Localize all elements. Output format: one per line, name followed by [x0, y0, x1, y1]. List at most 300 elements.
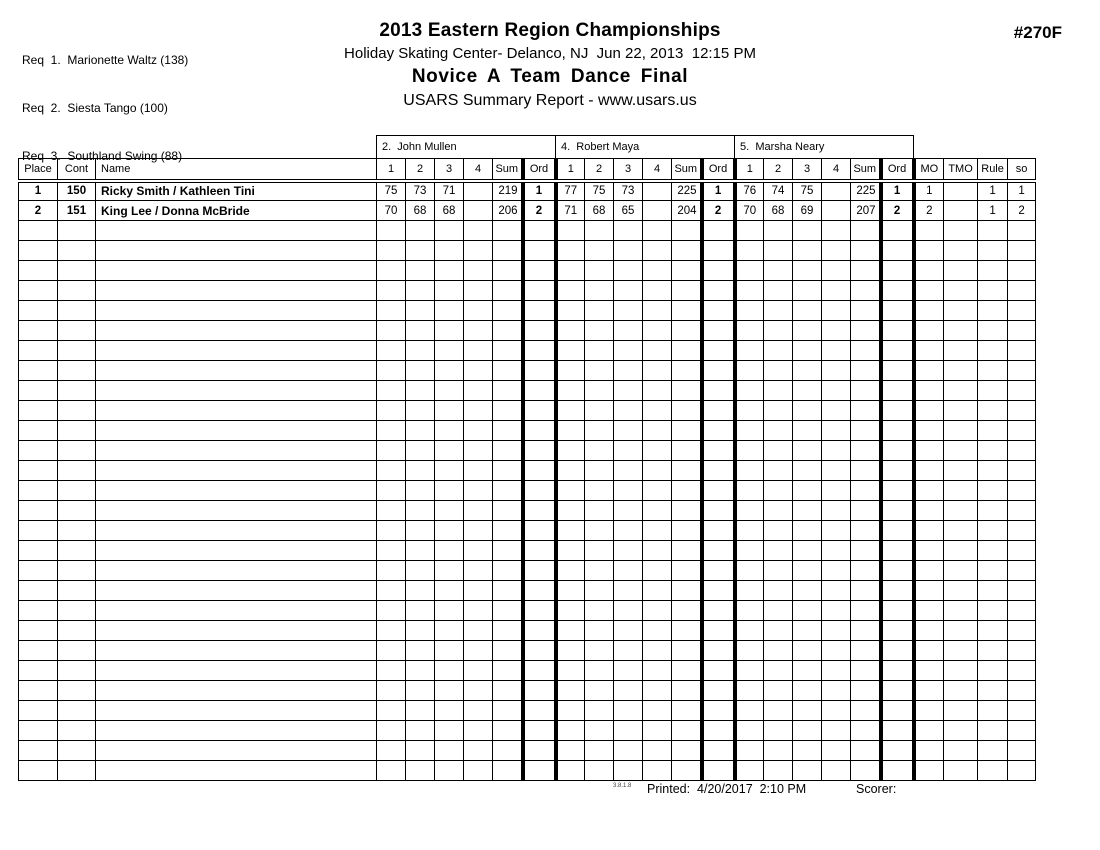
sum-cell	[851, 581, 881, 601]
mo-cell: 2	[914, 201, 944, 221]
ord-cell: 2	[881, 201, 914, 221]
score-cell	[764, 301, 793, 321]
name-cell	[96, 301, 377, 321]
tmo-cell	[944, 341, 978, 361]
sum-cell	[493, 441, 523, 461]
score-cell	[735, 401, 764, 421]
score-cell	[435, 461, 464, 481]
name-cell	[96, 381, 377, 401]
score-cell	[556, 541, 585, 561]
mo-cell	[914, 601, 944, 621]
name-cell	[96, 681, 377, 701]
so-cell	[1008, 301, 1036, 321]
cont-cell	[58, 281, 96, 301]
score-cell	[614, 321, 643, 341]
score-cell	[614, 501, 643, 521]
place-cell	[19, 661, 58, 681]
ord-cell	[523, 581, 556, 601]
ord-cell	[702, 681, 735, 701]
empty-row	[19, 421, 1036, 441]
ord-cell	[523, 321, 556, 341]
score-cell	[764, 401, 793, 421]
mo-cell	[914, 561, 944, 581]
score-cell: 69	[793, 201, 822, 221]
score-cell	[822, 441, 851, 461]
rule-cell	[978, 221, 1008, 241]
score-cell	[464, 301, 493, 321]
ord-cell	[881, 561, 914, 581]
ord-cell	[523, 721, 556, 741]
requirement-line-2: Req 2. Siesta Tango (100)	[22, 101, 168, 115]
ord-cell	[702, 341, 735, 361]
ord-cell	[702, 481, 735, 501]
score-cell	[556, 661, 585, 681]
sum-cell	[672, 481, 702, 501]
ord-cell	[523, 381, 556, 401]
score-cell	[643, 501, 672, 521]
sum-cell	[672, 441, 702, 461]
mo-cell	[914, 421, 944, 441]
empty-row	[19, 741, 1036, 761]
mo-cell	[914, 541, 944, 561]
ord-cell	[523, 401, 556, 421]
so-cell	[1008, 681, 1036, 701]
mo-cell	[914, 301, 944, 321]
score-cell	[764, 241, 793, 261]
score-cell	[643, 741, 672, 761]
empty-row	[19, 461, 1036, 481]
score-cell: 68	[406, 201, 435, 221]
so-cell: 2	[1008, 201, 1036, 221]
score-cell	[556, 481, 585, 501]
place-cell	[19, 241, 58, 261]
mo-cell	[914, 681, 944, 701]
score-cell	[735, 681, 764, 701]
ord-cell	[523, 761, 556, 781]
cont-cell	[58, 741, 96, 761]
requirement-line-3: Req 3. Southland Swing (88)	[22, 149, 183, 163]
score-cell	[464, 501, 493, 521]
score-cell	[435, 621, 464, 641]
place-cell	[19, 401, 58, 421]
cont-cell	[58, 721, 96, 741]
score-cell	[735, 301, 764, 321]
tmo-cell	[944, 181, 978, 201]
ord-cell	[523, 641, 556, 661]
cont-cell	[58, 621, 96, 641]
place-cell	[19, 521, 58, 541]
score-cell	[435, 661, 464, 681]
score-cell	[435, 721, 464, 741]
tmo-cell	[944, 401, 978, 421]
tmo-cell	[944, 721, 978, 741]
score-cell	[735, 241, 764, 261]
so-cell	[1008, 461, 1036, 481]
so-cell	[1008, 261, 1036, 281]
rule-cell	[978, 741, 1008, 761]
ord-cell	[702, 721, 735, 741]
score-cell	[406, 421, 435, 441]
ord-cell	[523, 601, 556, 621]
score-cell	[764, 261, 793, 281]
score-cell	[556, 581, 585, 601]
score-cell	[764, 661, 793, 681]
column-header-row	[19, 159, 1036, 181]
score-cell	[556, 261, 585, 281]
score-cell	[643, 461, 672, 481]
mo-cell	[914, 581, 944, 601]
tmo-cell	[944, 201, 978, 221]
score-cell	[406, 581, 435, 601]
ord-cell	[702, 301, 735, 321]
score-cell	[406, 501, 435, 521]
score-cell	[735, 501, 764, 521]
so-cell	[1008, 361, 1036, 381]
score-cell	[614, 441, 643, 461]
score-cell	[643, 221, 672, 241]
score-cell	[614, 261, 643, 281]
score-cell	[464, 641, 493, 661]
tmo-cell	[944, 621, 978, 641]
cont-cell	[58, 581, 96, 601]
sum-cell: 206	[493, 201, 523, 221]
score-cell	[406, 641, 435, 661]
score-cell	[556, 621, 585, 641]
so-cell	[1008, 721, 1036, 741]
score-cell	[556, 381, 585, 401]
so-cell	[1008, 401, 1036, 421]
score-cell	[793, 601, 822, 621]
rule-cell	[978, 641, 1008, 661]
score-cell	[793, 281, 822, 301]
col-header-mo: MO	[914, 159, 944, 181]
ord-cell	[523, 481, 556, 501]
name-cell	[96, 661, 377, 681]
name-cell	[96, 641, 377, 661]
score-cell	[793, 421, 822, 441]
rule-cell	[978, 301, 1008, 321]
score-cell: 70	[735, 201, 764, 221]
place-cell	[19, 601, 58, 621]
name-cell	[96, 421, 377, 441]
score-cell	[406, 681, 435, 701]
sum-cell	[672, 581, 702, 601]
cont-cell	[58, 301, 96, 321]
sum-cell	[851, 601, 881, 621]
score-cell	[406, 481, 435, 501]
ord-cell	[523, 221, 556, 241]
score-cell	[764, 441, 793, 461]
empty-row	[19, 541, 1036, 561]
score-cell	[585, 501, 614, 521]
so-cell	[1008, 321, 1036, 341]
ord-cell: 1	[881, 181, 914, 201]
score-cell	[822, 741, 851, 761]
score-cell	[822, 661, 851, 681]
printed-label: Printed:	[647, 782, 691, 796]
score-cell	[643, 761, 672, 781]
score-cell	[377, 721, 406, 741]
score-cell	[643, 561, 672, 581]
so-cell	[1008, 661, 1036, 681]
score-cell	[585, 281, 614, 301]
score-cell	[643, 581, 672, 601]
score-cell	[585, 401, 614, 421]
score-cell	[585, 761, 614, 781]
sum-cell	[851, 681, 881, 701]
empty-row	[19, 761, 1036, 781]
score-cell	[793, 261, 822, 281]
printed-timestamp	[647, 782, 806, 796]
ord-cell	[523, 681, 556, 701]
ord-cell	[702, 321, 735, 341]
score-cell	[406, 281, 435, 301]
score-cell	[377, 261, 406, 281]
cont-cell	[58, 701, 96, 721]
score-cell	[377, 381, 406, 401]
score-cell	[643, 341, 672, 361]
ord-cell	[523, 441, 556, 461]
ord-cell	[881, 481, 914, 501]
rule-cell	[978, 341, 1008, 361]
score-cell	[585, 321, 614, 341]
score-cell	[643, 321, 672, 341]
place-cell	[19, 761, 58, 781]
col-header-name: Name	[96, 159, 377, 181]
sum-cell	[493, 541, 523, 561]
score-cell	[464, 461, 493, 481]
score-cell: 75	[585, 181, 614, 201]
score-cell	[822, 301, 851, 321]
score-cell	[406, 541, 435, 561]
score-cell	[614, 421, 643, 441]
score-cell	[406, 741, 435, 761]
score-cell	[464, 361, 493, 381]
score-cell	[793, 621, 822, 641]
score-cell	[464, 721, 493, 741]
place-cell	[19, 561, 58, 581]
place-cell	[19, 261, 58, 281]
score-cell	[735, 621, 764, 641]
place-cell	[19, 281, 58, 301]
score-cell: 75	[377, 181, 406, 201]
sum-cell: 225	[851, 181, 881, 201]
ord-cell	[523, 541, 556, 561]
score-cell	[377, 741, 406, 761]
sum-cell	[672, 501, 702, 521]
cont-cell	[58, 401, 96, 421]
score-cell	[793, 481, 822, 501]
so-cell	[1008, 441, 1036, 461]
so-cell	[1008, 701, 1036, 721]
score-cell: 68	[435, 201, 464, 221]
tmo-cell	[944, 521, 978, 541]
venue-date-line: Holiday Skating Center- Delanco, NJ Jun 22, 2013 12:15 PM	[344, 45, 756, 62]
score-cell	[585, 221, 614, 241]
score-cell	[614, 761, 643, 781]
score-cell	[614, 361, 643, 381]
cont-cell	[58, 441, 96, 461]
sum-cell	[851, 761, 881, 781]
ord-cell	[702, 561, 735, 581]
ord-cell	[881, 441, 914, 461]
score-cell	[822, 521, 851, 541]
score-cell	[793, 521, 822, 541]
score-cell	[406, 761, 435, 781]
place-cell	[19, 701, 58, 721]
name-cell: King Lee / Donna McBride	[96, 201, 377, 221]
score-cell	[735, 761, 764, 781]
sum-cell	[672, 221, 702, 241]
ord-cell	[702, 241, 735, 261]
score-cell	[377, 501, 406, 521]
score-cell	[406, 221, 435, 241]
mo-cell	[914, 241, 944, 261]
ord-cell	[881, 241, 914, 261]
score-cell	[435, 521, 464, 541]
col-header-place: Place	[19, 159, 58, 181]
score-cell	[406, 661, 435, 681]
mo-cell	[914, 261, 944, 281]
score-cell	[793, 361, 822, 381]
score-cell	[822, 641, 851, 661]
col-header-j1-4: 4	[464, 159, 493, 181]
cont-cell	[58, 241, 96, 261]
col-header-j2-4: 4	[643, 159, 672, 181]
score-cell	[614, 601, 643, 621]
rule-cell	[978, 461, 1008, 481]
name-cell	[96, 701, 377, 721]
sum-cell	[493, 761, 523, 781]
score-cell	[643, 201, 672, 221]
score-cell	[464, 381, 493, 401]
sum-cell: 219	[493, 181, 523, 201]
sum-cell	[851, 481, 881, 501]
score-cell	[556, 501, 585, 521]
score-cell	[793, 721, 822, 741]
judge-2-header: 4. Robert Maya	[556, 136, 735, 159]
score-cell	[764, 321, 793, 341]
sum-cell	[851, 741, 881, 761]
ord-cell	[702, 421, 735, 441]
score-cell	[435, 321, 464, 341]
sum-cell	[493, 641, 523, 661]
rule-cell	[978, 501, 1008, 521]
place-cell	[19, 541, 58, 561]
score-cell	[822, 481, 851, 501]
ord-cell	[702, 741, 735, 761]
report-type-line: USARS Summary Report - www.usars.us	[403, 92, 697, 109]
score-cell	[585, 301, 614, 321]
score-cell	[614, 741, 643, 761]
tmo-cell	[944, 581, 978, 601]
name-cell	[96, 341, 377, 361]
name-cell	[96, 621, 377, 641]
score-cell	[406, 241, 435, 261]
so-cell	[1008, 421, 1036, 441]
sum-cell	[672, 321, 702, 341]
tmo-cell	[944, 441, 978, 461]
so-cell: 1	[1008, 181, 1036, 201]
rule-cell	[978, 521, 1008, 541]
score-cell	[406, 721, 435, 741]
score-cell	[377, 321, 406, 341]
score-cell	[585, 481, 614, 501]
score-cell	[435, 701, 464, 721]
empty-row	[19, 501, 1036, 521]
empty-row	[19, 621, 1036, 641]
score-cell	[822, 281, 851, 301]
score-cell	[406, 361, 435, 381]
sum-cell	[672, 701, 702, 721]
score-cell	[464, 261, 493, 281]
score-cell	[556, 461, 585, 481]
sum-cell	[493, 381, 523, 401]
ord-cell	[881, 681, 914, 701]
score-cell	[585, 341, 614, 361]
score-cell	[764, 541, 793, 561]
sum-cell	[851, 341, 881, 361]
name-cell	[96, 721, 377, 741]
empty-row	[19, 361, 1036, 381]
name-cell	[96, 601, 377, 621]
col-header-j3-ord: Ord	[881, 159, 914, 181]
score-cell	[735, 661, 764, 681]
sum-cell	[493, 521, 523, 541]
cont-cell	[58, 461, 96, 481]
place-cell	[19, 681, 58, 701]
mo-cell	[914, 401, 944, 421]
sum-cell: 207	[851, 201, 881, 221]
col-header-j2-2: 2	[585, 159, 614, 181]
score-cell	[643, 421, 672, 441]
printed-value: 4/20/2017 2:10 PM	[697, 782, 807, 796]
place-cell	[19, 481, 58, 501]
score-cell	[764, 721, 793, 741]
score-cell	[614, 681, 643, 701]
header-title-block	[0, 20, 1100, 110]
rule-cell	[978, 541, 1008, 561]
sum-cell	[851, 281, 881, 301]
score-cell	[793, 401, 822, 421]
place-cell	[19, 341, 58, 361]
score-cell	[735, 381, 764, 401]
empty-row	[19, 241, 1036, 261]
score-cell	[614, 701, 643, 721]
event-number: #270F	[1013, 23, 1062, 42]
ord-cell	[702, 601, 735, 621]
place-cell	[19, 721, 58, 741]
sum-cell	[672, 361, 702, 381]
score-cell	[822, 381, 851, 401]
sum-cell	[851, 641, 881, 661]
sum-cell	[851, 241, 881, 261]
sum-cell	[851, 361, 881, 381]
ord-cell	[523, 281, 556, 301]
score-cell	[377, 641, 406, 661]
so-cell	[1008, 281, 1036, 301]
ord-cell	[881, 641, 914, 661]
score-cell	[556, 421, 585, 441]
cont-cell: 151	[58, 201, 96, 221]
name-cell	[96, 461, 377, 481]
sum-cell	[493, 301, 523, 321]
score-cell	[406, 461, 435, 481]
so-cell	[1008, 541, 1036, 561]
sum-cell	[851, 521, 881, 541]
score-cell	[793, 541, 822, 561]
score-cell	[464, 341, 493, 361]
